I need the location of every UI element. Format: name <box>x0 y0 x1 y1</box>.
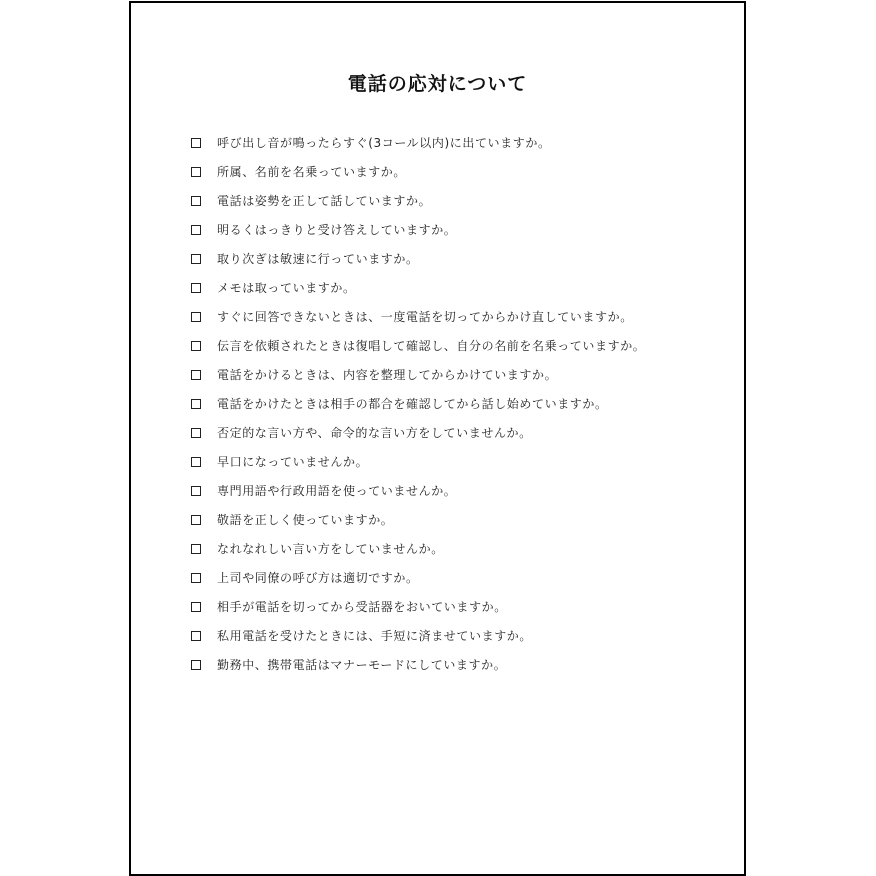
checkbox[interactable] <box>191 544 201 554</box>
checkbox[interactable] <box>191 283 201 293</box>
checklist-item-text: 電話は姿勢を正して話していますか。 <box>217 194 432 208</box>
checklist-item <box>191 215 645 244</box>
checklist-item <box>191 447 645 476</box>
checklist <box>191 128 645 679</box>
checklist-item <box>191 360 645 389</box>
checklist-item <box>191 128 645 157</box>
checklist-item <box>191 534 645 563</box>
checklist-item <box>191 273 645 302</box>
checklist-item <box>191 389 645 418</box>
checklist-item-text: 私用電話を受けたときには、手短に済ませていますか。 <box>217 629 533 643</box>
checklist-item-text: 敬語を正しく使っていますか。 <box>217 513 394 527</box>
checklist-item <box>191 186 645 215</box>
checklist-item-text: 電話をかけるときは、内容を整理してからかけていますか。 <box>217 368 558 382</box>
checklist-item <box>191 621 645 650</box>
checkbox[interactable] <box>191 428 201 438</box>
checklist-item <box>191 476 645 505</box>
checklist-item <box>191 418 645 447</box>
checklist-item-text: 電話をかけたときは相手の都合を確認してから話し始めていますか。 <box>217 397 608 411</box>
checklist-item <box>191 244 645 273</box>
checklist-item <box>191 650 645 679</box>
checklist-item-text: 早口になっていませんか。 <box>217 455 369 469</box>
checkbox[interactable] <box>191 515 201 525</box>
checklist-item-text: 呼び出し音が鳴ったらすぐ(3コール以内)に出ていますか。 <box>217 136 551 150</box>
checkbox[interactable] <box>191 631 201 641</box>
checkbox[interactable] <box>191 457 201 467</box>
checklist-item <box>191 302 645 331</box>
checkbox[interactable] <box>191 225 201 235</box>
checklist-item-text: メモは取っていますか。 <box>217 281 356 295</box>
checklist-item <box>191 592 645 621</box>
document-page <box>129 1 746 876</box>
checklist-item-text: 否定的な言い方や、命令的な言い方をしていませんか。 <box>217 426 532 440</box>
checkbox[interactable] <box>191 167 201 177</box>
checklist-item <box>191 331 645 360</box>
checklist-item <box>191 505 645 534</box>
checklist-item-text: 専門用語や行政用語を使っていませんか。 <box>217 484 457 498</box>
checkbox[interactable] <box>191 370 201 380</box>
checkbox[interactable] <box>191 573 201 583</box>
checklist-item-text: 相手が電話を切ってから受話器をおいていますか。 <box>217 600 507 614</box>
checklist-item-text: すぐに回答できないときは、一度電話を切ってからかけ直していますか。 <box>217 310 633 324</box>
checklist-item-text: 明るくはっきりと受け答えしていますか。 <box>217 223 457 237</box>
checklist-item-text: 勤務中、携帯電話はマナーモードにしていますか。 <box>217 658 507 672</box>
checkbox[interactable] <box>191 341 201 351</box>
checklist-item <box>191 563 645 592</box>
page-title: 電話の応対について <box>347 73 528 95</box>
checklist-item <box>191 157 645 186</box>
checklist-item-text: 所属、名前を名乗っていますか。 <box>217 165 407 179</box>
checkbox[interactable] <box>191 486 201 496</box>
checkbox[interactable] <box>191 138 201 148</box>
checklist-item-text: 伝言を依頼されたときは復唱して確認し、自分の名前を名乗っていますか。 <box>217 339 646 353</box>
checkbox[interactable] <box>191 312 201 322</box>
checkbox[interactable] <box>191 399 201 409</box>
checkbox[interactable] <box>191 196 201 206</box>
checkbox[interactable] <box>191 602 201 612</box>
checkbox[interactable] <box>191 660 201 670</box>
checklist-item-text: 上司や同僚の呼び方は適切ですか。 <box>217 571 419 585</box>
checklist-item-text: なれなれしい言い方をしていませんか。 <box>217 542 444 556</box>
checklist-item-text: 取り次ぎは敏速に行っていますか。 <box>217 252 419 266</box>
checkbox[interactable] <box>191 254 201 264</box>
